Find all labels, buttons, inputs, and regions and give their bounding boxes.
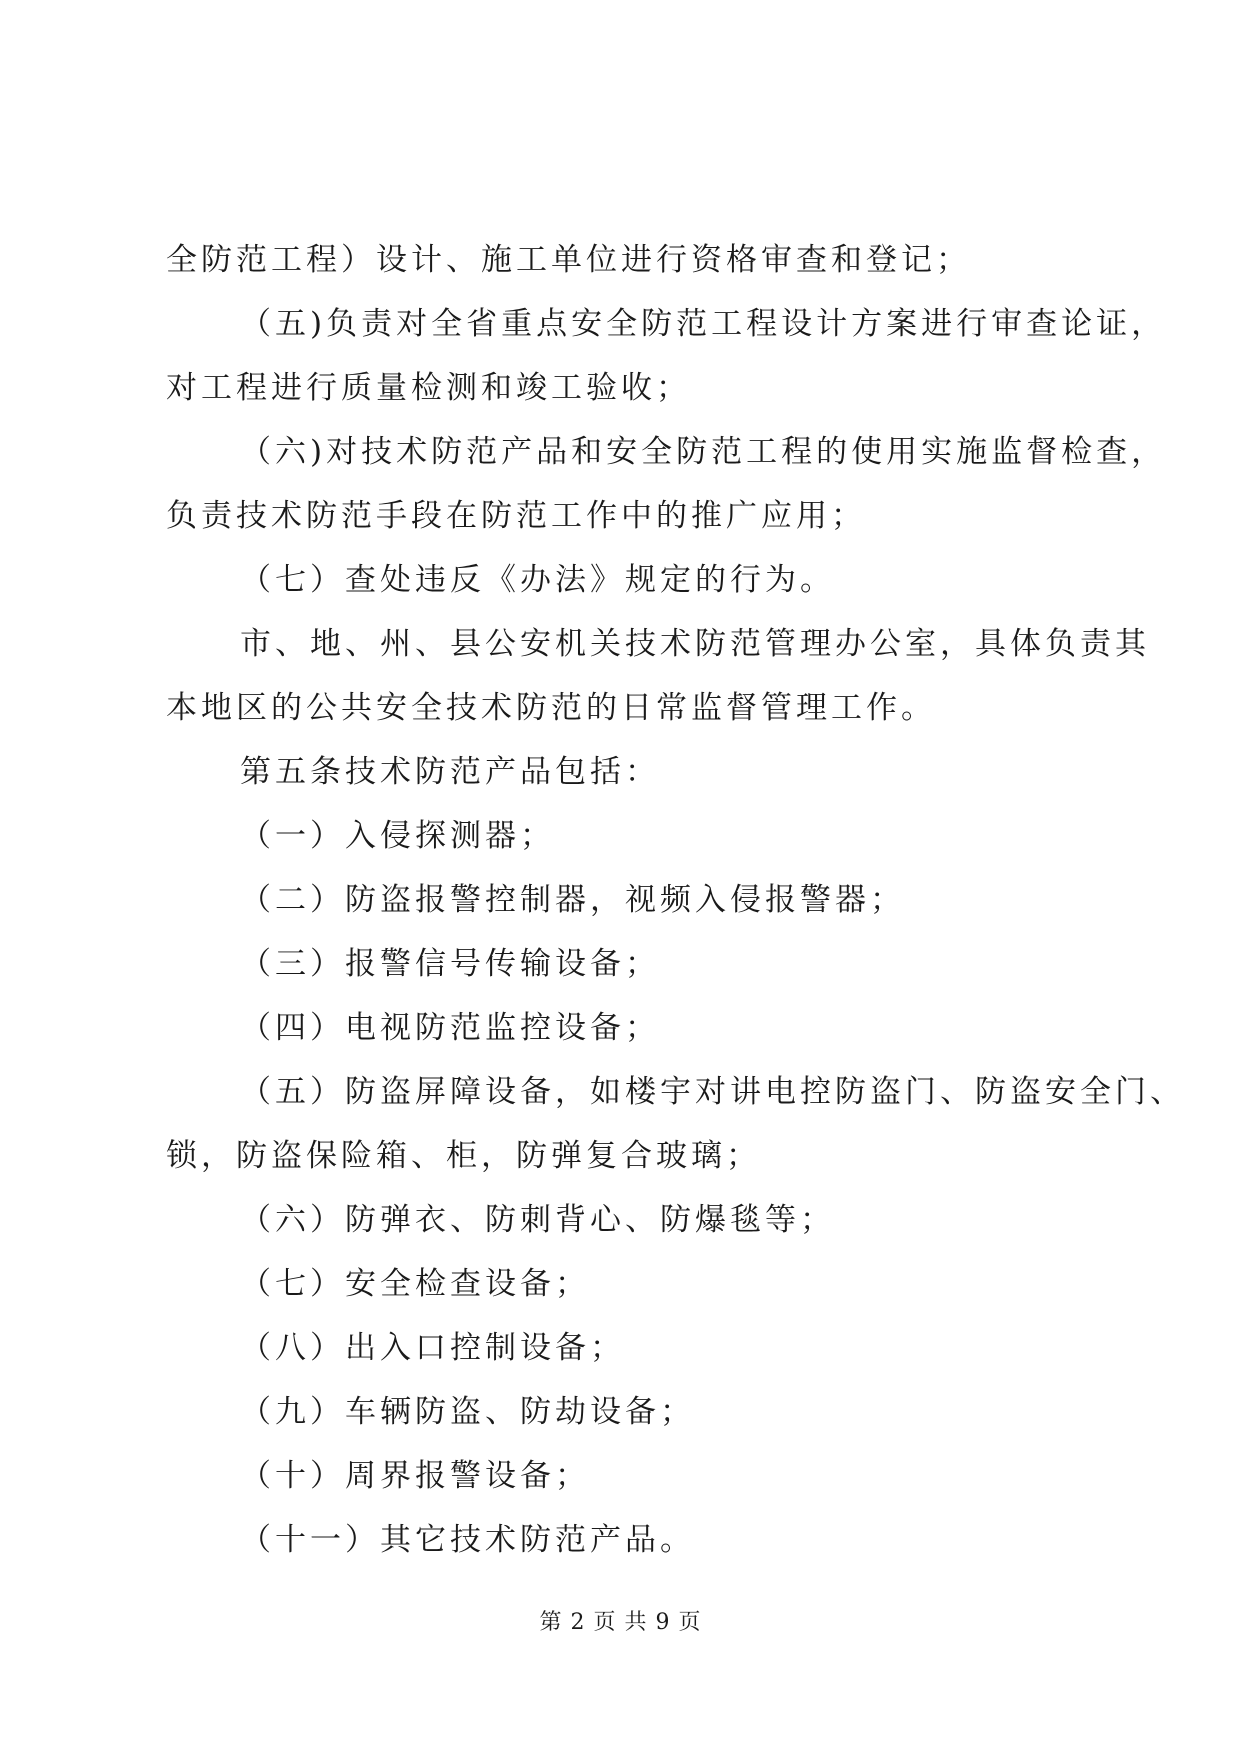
body-line-17: （七）安全检查设备； [240, 1266, 590, 1302]
body-line-4: （六)对技术防范产品和安全防范工程的使用实施监督检查， [240, 434, 1167, 470]
body-line-18: （八）出入口控制设备； [240, 1330, 625, 1366]
body-line-21: （十一）其它技术防范产品。 [240, 1522, 695, 1558]
body-line-5: 负责技术防范手段在防范工作中的推广应用； [166, 498, 866, 534]
body-line-8: 本地区的公共安全技术防范的日常监督管理工作。 [166, 690, 936, 726]
body-line-19: （九）车辆防盗、防劫设备； [240, 1394, 695, 1430]
body-line-12: （三）报警信号传输设备； [240, 946, 660, 982]
document-body [166, 228, 1185, 1572]
body-line-13: （四）电视防范监控设备； [240, 1010, 660, 1046]
body-line-3: 对工程进行质量检测和竣工验收； [166, 370, 691, 406]
body-line-1: 全防范工程）设计、施工单位进行资格审查和登记； [166, 242, 971, 278]
body-line-9: 第五条技术防范产品包括： [240, 754, 660, 790]
body-line-14: （五）防盗屏障设备，如楼宇对讲电控防盗门、防盗安全门、 [240, 1074, 1185, 1110]
body-line-15: 锁，防盗保险箱、柜，防弹复合玻璃； [166, 1138, 761, 1174]
page-number-footer: 第 2 页 共 9 页 [539, 1610, 702, 1635]
body-line-16: （六）防弹衣、防刺背心、防爆毯等； [240, 1202, 835, 1238]
body-line-7: 市、地、州、县公安机关技术防范管理办公室，具体负责其 [240, 626, 1150, 662]
body-line-2: （五)负责对全省重点安全防范工程设计方案进行审查论证， [240, 306, 1167, 342]
body-line-10: （一）入侵探测器； [240, 818, 555, 854]
body-line-11: （二）防盗报警控制器，视频入侵报警器； [240, 882, 905, 918]
body-line-6: （七）查处违反《办法》规定的行为。 [240, 562, 835, 598]
body-line-20: （十）周界报警设备； [240, 1458, 590, 1494]
